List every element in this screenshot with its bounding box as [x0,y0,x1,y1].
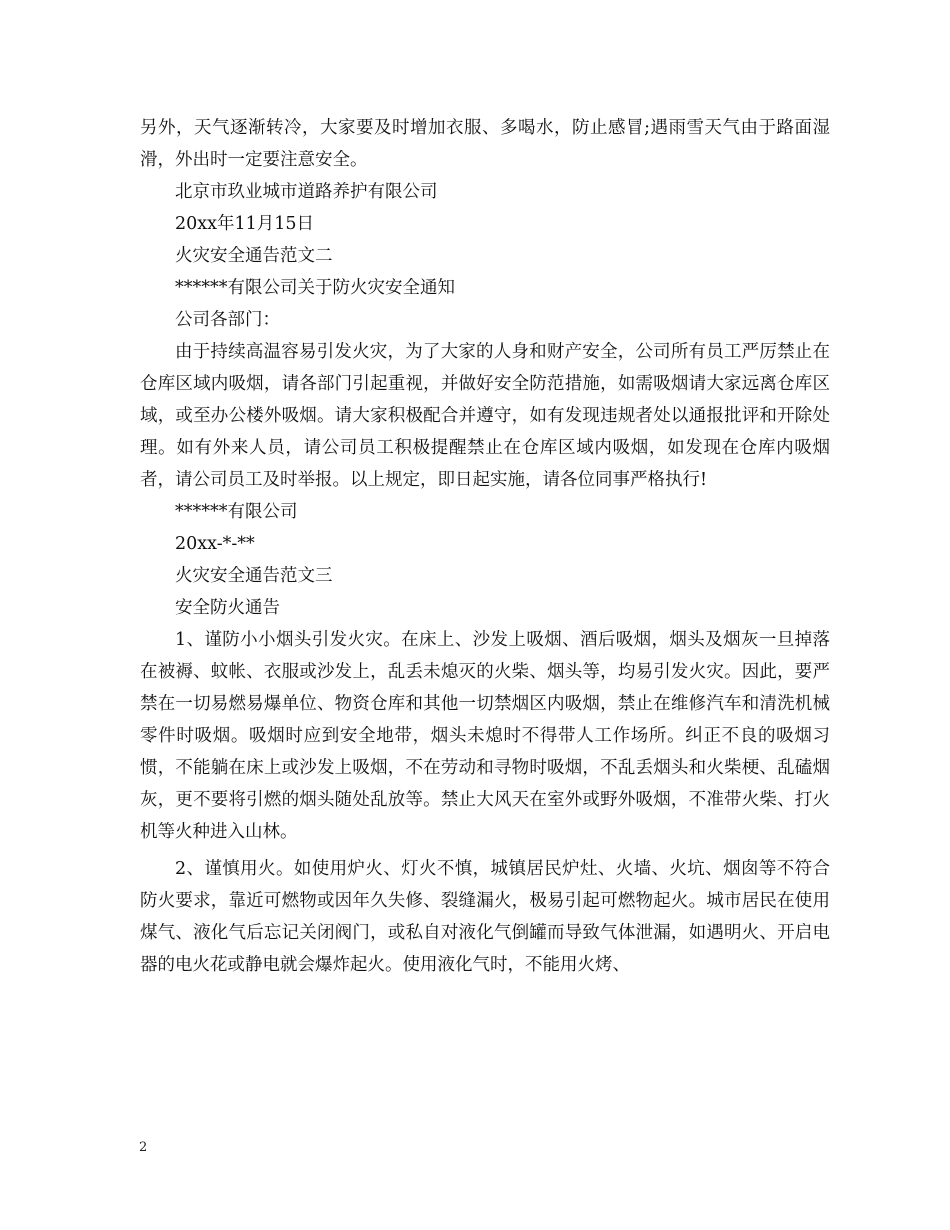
notice-salutation: 公司各部门： [175,310,280,330]
document-body [140,112,830,981]
notice-date: 20xx-*-** [175,534,255,554]
signature-date: 20xx年11月15日 [175,214,315,234]
signature-company-name: 北京市玖业城市道路养护有限公司 [175,182,438,202]
paragraph-cigarette-fire-prevention: 1、谨防小小烟头引发火灾。在床上、沙发上吸烟、酒后吸烟，烟头及烟灰一旦掉落在被褥、蚊帐、衣服或沙发上，乱丢未熄灭的火柴、烟头等，均易引发火灾。因此，要严禁在一切易燃易爆单位、物资仓库和其他一切禁烟区内吸烟，禁止在维修汽车和清洗机械零件时吸烟。吸烟时应到安全地带，烟头未熄时不得带人工作场所。纠正不良的吸烟习惯，不能躺在床上或沙发上吸烟，不在劳动和寻物时吸烟，不乱丢烟头和火柴梗、乱磕烟灰，更不要将引燃的烟头随处乱放等。禁止大风天在室外或野外吸烟，不准带火柴、打火机等火种进入山林。 [140,630,830,842]
page-number: 2 [139,1140,148,1155]
notice-company-signature: ******有限公司 [175,502,298,522]
paragraph-weather-notice: 另外，天气逐渐转冷，大家要及时增加衣服、多喝水，防止感冒;遇雨雪天气由于路面湿滑，外出时一定要注意安全。 [140,118,830,170]
section-title-sample-three: 火灾安全通告范文三 [175,566,333,586]
paragraph-careful-fire-use: 2、谨慎用火。如使用炉火、灯火不慎，城镇居民炉灶、火墙、火坑、烟囱等不符合防火要求，靠近可燃物或因年久失修、裂缝漏火，极易引起可燃物起火。城市居民在使用煤气、液化气后忘记关闭阀门，或私自对液化气倒罐而导致气体泄漏，如遇明火、开启电器的电火花或静电就会爆炸起火。使用液化气时，不能用火烤、 [140,859,830,975]
fire-safety-notice-title: 安全防火通告 [175,598,280,618]
notice-title: ******有限公司关于防火灾安全通知 [175,278,455,298]
paragraph-no-smoking-rule: 由于持续高温容易引发火灾，为了大家的人身和财产安全，公司所有员工严厉禁止在仓库区域内吸烟，请各部门引起重视，并做好安全防范措施，如需吸烟请大家远离仓库区域，或至办公楼外吸烟。请大家积极配合并遵守，如有发现违规者处以通报批评和开除处理。如有外来人员，请公司员工积极提醒禁止在仓库区域内吸烟，如发现在仓库内吸烟者，请公司员工及时举报。以上规定，即日起实施，请各位同事严格执行! [140,342,830,490]
section-title-sample-two: 火灾安全通告范文二 [175,246,333,266]
